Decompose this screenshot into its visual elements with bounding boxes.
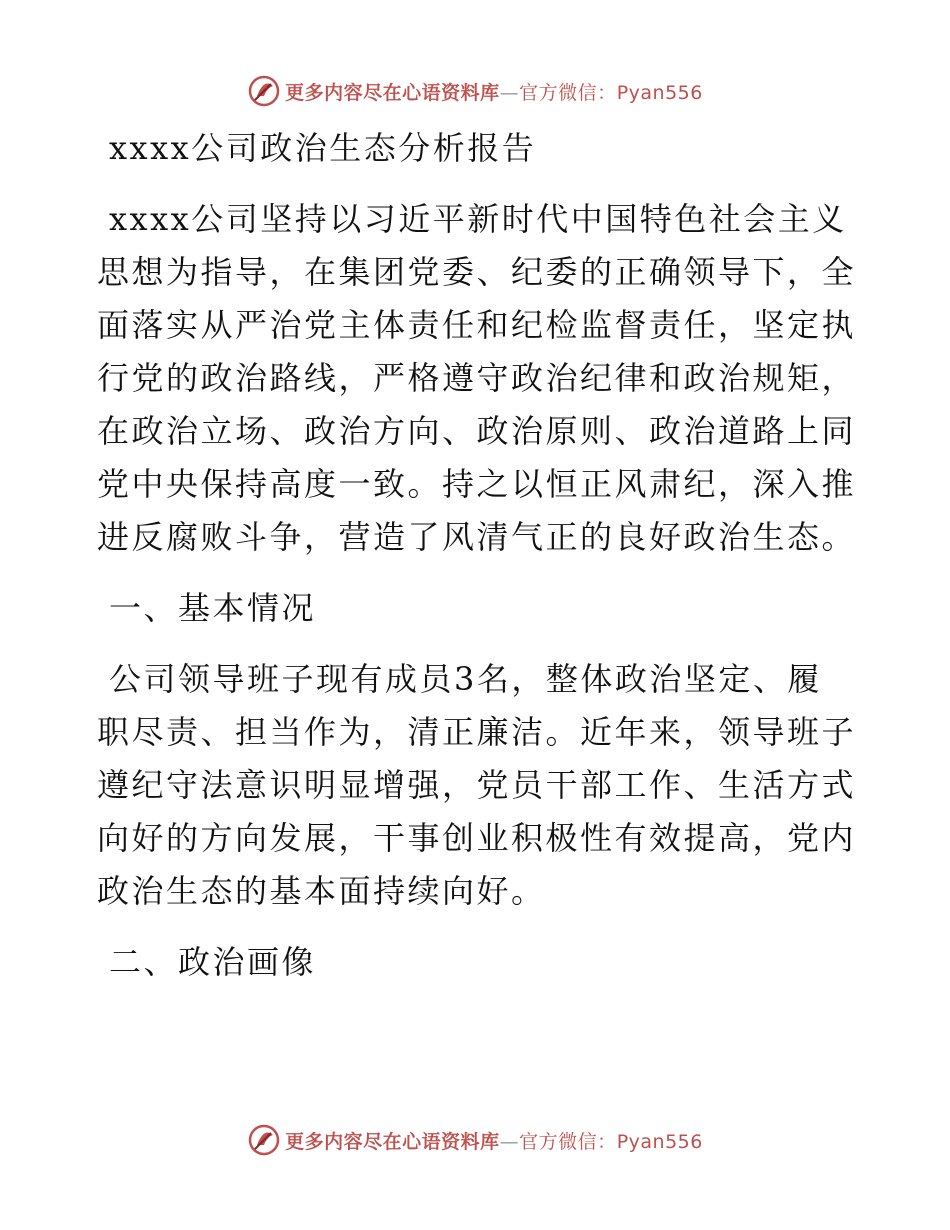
paragraph-basic-situation <box>97 653 857 918</box>
footer-watermark-banner <box>0 1120 950 1160</box>
header-watermark-banner <box>0 71 950 111</box>
paragraph-line: 公司领导班子现有成员3名，整体政治坚定、履 <box>109 660 822 698</box>
document-title: xxxx公司政治生态分析报告 <box>109 129 537 167</box>
banner-wechat-label: 官方微信： <box>519 81 617 104</box>
paragraph-line: 面落实从严治党主体责任和纪检监督责任，坚定执 <box>97 306 857 344</box>
paragraph-line: 行党的政治路线，严格遵守政治纪律和政治规矩， <box>97 359 857 397</box>
logo-icon <box>247 1123 281 1157</box>
banner-wechat-id: Pyan556 <box>616 1130 703 1153</box>
paragraph-line: 思想为指导，在集团党委、纪委的正确领导下，全 <box>97 253 857 291</box>
banner-main-text: 更多内容尽在心语资料库 <box>285 81 500 104</box>
logo-icon <box>247 74 281 108</box>
section-heading-portrait: 二、政治画像 <box>109 943 317 981</box>
banner-wechat-id: Pyan556 <box>616 81 703 104</box>
paragraph-intro <box>97 193 857 564</box>
paragraph-line: 进反腐败斗争，营造了风清气正的良好政治生态。 <box>97 518 857 556</box>
paragraph-line: 党中央保持高度一致。持之以恒正风肃纪，深入推 <box>97 465 857 503</box>
banner-wechat-label: 官方微信： <box>519 1130 617 1153</box>
paragraph-line: 在政治立场、政治方向、政治原则、政治道路上同 <box>97 412 857 450</box>
paragraph-line: xxxx公司坚持以习近平新时代中国特色社会主义 <box>109 200 847 238</box>
paragraph-line: 遵纪守法意识明显增强，党员干部工作、生活方式 <box>97 766 857 804</box>
paragraph-line: 向好的方向发展，干事创业积极性有效提高，党内 <box>97 819 857 857</box>
document-body <box>97 122 857 989</box>
paragraph-line: 政治生态的基本面持续向好。 <box>97 872 546 910</box>
banner-separator: — <box>499 1130 520 1153</box>
paragraph-line: 职尽责、担当作为，清正廉洁。近年来，领导班子 <box>97 713 857 751</box>
banner-separator: — <box>499 81 520 104</box>
section-heading-basic: 一、基本情况 <box>109 589 317 627</box>
banner-main-text: 更多内容尽在心语资料库 <box>285 1130 500 1153</box>
